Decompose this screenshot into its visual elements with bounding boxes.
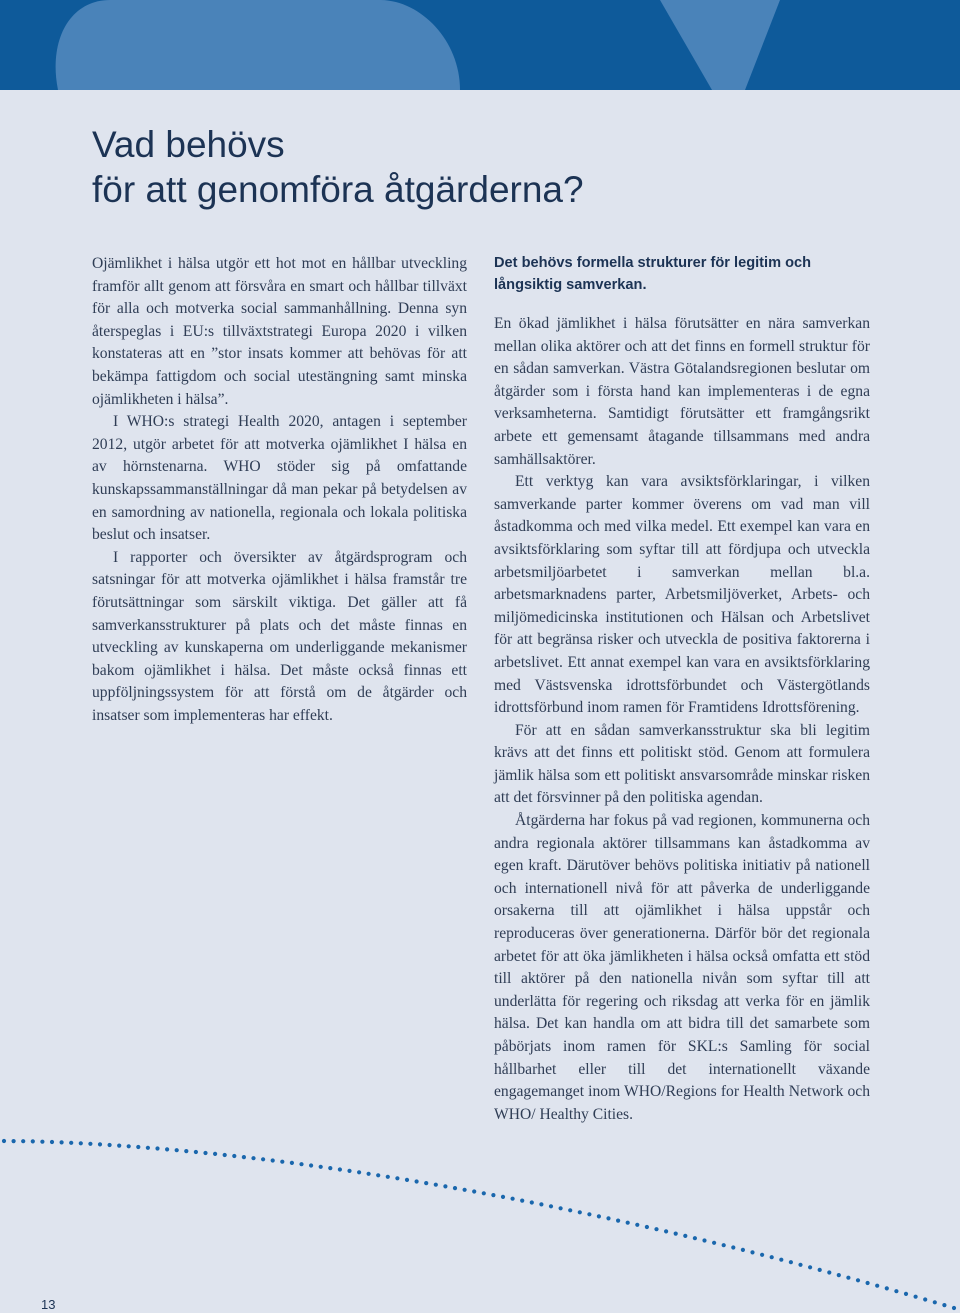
decorative-dot <box>405 1178 409 1182</box>
decorative-dot <box>923 1297 927 1301</box>
decorative-dot <box>491 1193 495 1197</box>
left-paragraph-2: I WHO:s strategi Health 2020, antagen i september 2012, utgör arbetet för att motverka ojämlikhet I hälsa en av hörnstenarna. WHO stöder sig på omfattande kunskapssammanställningar då man pekar på betydelsen av en samordning av nationella, regionala och lokala politiska beslut och insatser. <box>92 413 467 544</box>
decorative-dot <box>223 1153 227 1157</box>
decorative-dot <box>510 1197 514 1201</box>
decorative-dot <box>664 1229 668 1233</box>
decorative-dot <box>702 1238 706 1242</box>
decorative-dot <box>626 1221 630 1225</box>
decorative-dot <box>587 1212 591 1216</box>
decorative-dot <box>894 1289 898 1293</box>
decorative-dot <box>2 1139 6 1143</box>
decorative-dot <box>453 1186 457 1190</box>
right-paragraph-3: För att en sådan samverkansstruktur ska bli legitim krävs att det finns ett politiskt stöd. Genom att formulera jämlik hälsa som ett politiskt ansvarsområde minskar risken att det försvinner på den politiska agendan. <box>494 721 870 807</box>
decorative-dot <box>203 1151 207 1155</box>
decorative-dot <box>357 1170 361 1174</box>
decorative-dot <box>914 1295 918 1299</box>
decorative-dot <box>549 1204 553 1208</box>
decorative-dot <box>319 1165 323 1169</box>
right-paragraph-2: Ett verktyg kan vara avsiktsförklaringar, i vilken samverkande parter kommer överens om vad man vill åstadkomma och med vilka medel. Ett exempel kan vara en avsiktsförklaring som syftar till att fördjupa och utveckla arbetsmiljöarbetet i samverkan mellan bl.a. arbetsmarknadens parter, Arbetsmiljöverket, Arbets- och miljömedicinska institutionen och Hälsan och Arbetslivet för att begränsa risker och utveckla de positiva faktorerna i arbetslivet. Ett annat exempel kan vara en avsiktsförklaring med Västsvenska idrottsförbundet och Västergötlands idrottsförbund inom ramen för Framtidens Idrottsförening. <box>494 473 870 717</box>
decorative-dot <box>472 1189 476 1193</box>
decorative-dot <box>875 1284 879 1288</box>
decorative-dot <box>722 1243 726 1247</box>
decorative-dot <box>779 1258 783 1262</box>
decorative-dot <box>136 1145 140 1149</box>
decorative-dot <box>606 1216 610 1220</box>
decorative-dot <box>683 1234 687 1238</box>
decorative-dot <box>12 1139 16 1143</box>
decorative-dot <box>530 1200 534 1204</box>
decorative-dot <box>645 1225 649 1229</box>
decorative-dot <box>290 1161 294 1165</box>
decorative-dot <box>175 1148 179 1152</box>
header-band <box>0 0 960 90</box>
decorative-dot <box>539 1202 543 1206</box>
decorative-dot <box>520 1199 524 1203</box>
decorative-dot <box>942 1303 946 1307</box>
decorative-dot <box>760 1253 764 1257</box>
page-title-line-2: för att genomföra åtgärderna? <box>92 169 584 210</box>
decorative-dot <box>846 1276 850 1280</box>
decorative-dot <box>904 1292 908 1296</box>
decorative-dot <box>559 1206 563 1210</box>
right-paragraph-1: En ökad jämlikhet i hälsa förutsätter en nära samverkan mellan olika aktörer och att det finns en formell struktur för en sådan samverkan. Västra Götalandsregionen beslutar om åtgärder som i första hand kan implementeras i de egna verksamheterna. Samtidigt förutsätter ett framgångsrikt arbete ett gemensamt åtagande tillsammans med andra samhällsaktörer. <box>494 315 870 468</box>
decorative-dot <box>155 1146 159 1150</box>
page-title <box>92 122 692 212</box>
decorative-dot <box>108 1143 112 1147</box>
decorative-dot <box>127 1144 131 1148</box>
decorative-dot <box>463 1188 467 1192</box>
decorative-dot <box>261 1157 265 1161</box>
decorative-dot <box>88 1142 92 1146</box>
decorative-dot <box>117 1144 121 1148</box>
decorative-dot <box>654 1227 658 1231</box>
decorative-dot <box>789 1260 793 1264</box>
decorative-dot <box>674 1232 678 1236</box>
decorative-dot <box>280 1160 284 1164</box>
decorative-dot <box>770 1255 774 1259</box>
decorative-dot <box>21 1139 25 1143</box>
left-paragraph-1: Ojämlikhet i hälsa utgör ett hot mot en hållbar utveckling framför allt genom att försvåra en smart och hållbar tillväxt för alla och motverka social sammanhållning. Denna syn återspeglas i EU:s tillväxtstrategi Europa 2020 i vilken konstateras att en ”stor insats kommer att behövas för att bekämpa fattigdom och social utestängning samt minska ojämlikheten i hälsa”. <box>92 255 467 408</box>
decorative-dot <box>568 1208 572 1212</box>
decorative-dot <box>952 1306 956 1310</box>
decorative-dot <box>712 1241 716 1245</box>
decorative-dot <box>232 1154 236 1158</box>
decorative-dot <box>578 1210 582 1214</box>
decorative-dot <box>597 1214 601 1218</box>
decorative-dot <box>798 1263 802 1267</box>
decorative-dot <box>395 1176 399 1180</box>
decorative-dot <box>31 1139 35 1143</box>
decorative-dot <box>741 1248 745 1252</box>
decorative-dot <box>309 1163 313 1167</box>
right-column-heading: Det behövs formella strukturer för legitim och långsiktig samverkan. <box>494 255 812 293</box>
decorative-dot <box>386 1175 390 1179</box>
decorative-dot <box>213 1152 217 1156</box>
decorative-dot <box>827 1270 831 1274</box>
decorative-dot <box>347 1169 351 1173</box>
header-v-shape <box>660 0 780 90</box>
page-title-line-1: Vad behövs <box>92 124 285 165</box>
decorative-dot <box>376 1173 380 1177</box>
decorative-dot <box>242 1155 246 1159</box>
decorative-dot <box>50 1140 54 1144</box>
decorative-dot <box>750 1250 754 1254</box>
decorative-dot <box>693 1236 697 1240</box>
left-paragraph-3: I rapporter och översikter av åtgärdsprogram och satsningar för att motverka ojämlikhet i hälsa framstår tre förutsättningar som särskilt viktiga. Det gäller att få samverkansstrukturer på plats och det måste finnas en utveckling av kunskaperna om underliggande mekanismer bakom ojämlikhet i hälsa. Det måste också finnas ett uppföljningssystem för att förstå om de åtgärder och insatser som implementeras har effekt. <box>92 548 467 724</box>
decorative-dot <box>837 1273 841 1277</box>
decorative-dot <box>146 1146 150 1150</box>
right-paragraph-4: Åtgärderna har fokus på vad regionen, kommunerna och andra regionala aktörer tillsammans kan åstadkomma av egen kraft. Därutöver behövs politiska initiativ på nationell och internationell nivå för att påverka de underliggande orsakerna till att ojämlikhet i hälsa uppstår och reproduceras över generationerna. Därför bör det regionala arbetet för att öka jämlikheten i hälsa också omfatta ett stöd till aktörer på den nationella nivån som syftar till att underlätta för regering och riksdag att verka för en jämlik hälsa. Det kan handla om att bidra till det samarbete som påbörjats inom ramen för SKL:s Samling för social hållbarhet eller till det internationellt växande engagemanget inom WHO/Regions for Health Network och WHO/ Healthy Cities. <box>494 812 870 1123</box>
decorative-dot <box>731 1245 735 1249</box>
decorative-dot <box>184 1149 188 1153</box>
decorative-dot <box>808 1265 812 1269</box>
right-column <box>494 252 870 1126</box>
decorative-dot <box>194 1150 198 1154</box>
decorative-dot <box>79 1141 83 1145</box>
header-decoration <box>0 0 960 90</box>
decorative-dot <box>856 1278 860 1282</box>
decorative-dot <box>40 1140 44 1144</box>
decorative-dot <box>271 1158 275 1162</box>
left-column <box>92 253 467 727</box>
decorative-dot <box>299 1162 303 1166</box>
decorative-dot <box>885 1286 889 1290</box>
decorative-dot <box>866 1281 870 1285</box>
decorative-dot <box>98 1142 102 1146</box>
decorative-dot <box>415 1179 419 1183</box>
header-circle-shape <box>56 0 460 90</box>
decorative-dot <box>482 1191 486 1195</box>
decorative-dot <box>635 1223 639 1227</box>
decorative-dot <box>69 1141 73 1145</box>
decorative-dot <box>165 1147 169 1151</box>
decorative-dot <box>933 1300 937 1304</box>
decorative-dot <box>501 1195 505 1199</box>
decorative-dot <box>60 1140 64 1144</box>
decorative-dot <box>443 1184 447 1188</box>
decorative-dot <box>616 1219 620 1223</box>
decorative-dot <box>367 1172 371 1176</box>
decorative-dot <box>251 1156 255 1160</box>
decorative-dot <box>328 1166 332 1170</box>
decorative-dot <box>424 1181 428 1185</box>
decorative-dot <box>338 1167 342 1171</box>
decorative-dot <box>434 1183 438 1187</box>
page-number: 13 <box>41 1297 56 1312</box>
decorative-dot-arc <box>0 1130 960 1313</box>
decorative-dot <box>818 1268 822 1272</box>
